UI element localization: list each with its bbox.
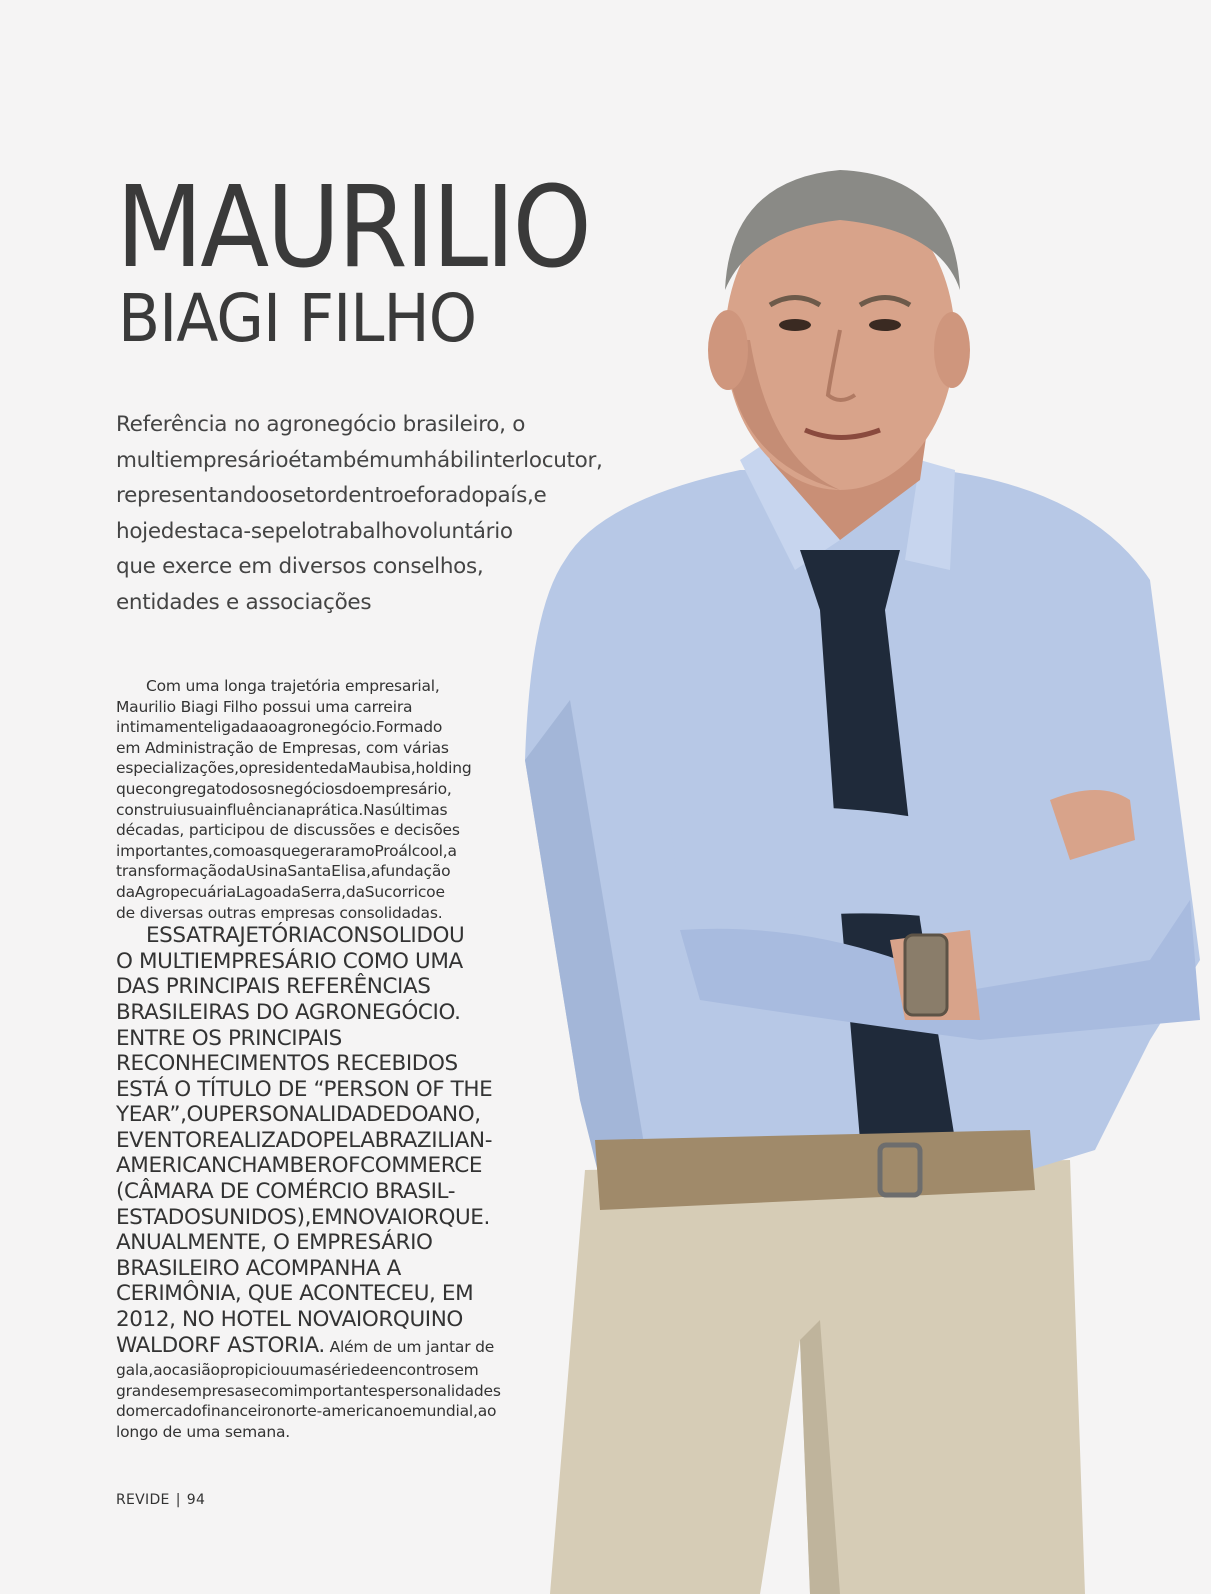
body-line: Maurilio Biagi Filho possui uma carreira <box>116 697 413 716</box>
highlight-line: RECONHECIMENTOS RECEBIDOS <box>116 1051 458 1077</box>
highlight-line: CERIMÔNIA, QUE ACONTECEU, EM <box>116 1281 474 1307</box>
page-footer <box>116 1492 205 1508</box>
body-line: longo de uma semana. <box>116 1423 290 1441</box>
body-line: gala,aocasiãopropiciouumasériedeencontrosem <box>116 1361 479 1380</box>
right-eye <box>869 319 901 331</box>
highlight-line: DAS PRINCIPAIS REFERÊNCIAS <box>116 974 431 1000</box>
body-line: décadas, participou de discussões e decisões <box>116 821 460 840</box>
article-body <box>116 676 536 1443</box>
lead-line: Referência no agronegócio brasileiro, o <box>116 412 526 437</box>
body-line: grandesempresasecomimportantespersonalidades <box>116 1381 501 1400</box>
lead-line: representandoosetordentroeforadopaís,e <box>116 483 547 508</box>
body-line: importantes,comoasquegeraramoProálcool,a <box>116 841 457 860</box>
highlight-end: WALDORF ASTORIA. <box>116 1332 325 1358</box>
lead-line: entidades e associações <box>116 589 372 615</box>
body-line: especializações,opresidentedaMaubisa,holding <box>116 759 472 778</box>
body-line: transformaçãodaUsinaSantaElisa,afundação <box>116 862 451 881</box>
body-line: intimamenteligadaaoagronegócio.Formado <box>116 718 443 737</box>
body-line: daAgropecuáriaLagoadaSerra,daSucorricoe <box>116 882 445 901</box>
body-line: Com uma longa trajetória empresarial, <box>146 677 440 695</box>
highlight-line: YEAR”,OUPERSONALIDADEDOANO, <box>116 1102 481 1128</box>
highlight-line: ESSATRAJETÓRIACONSOLIDOU <box>146 923 465 949</box>
left-eye <box>779 319 811 331</box>
body-line: em Administração de Empresas, com várias <box>116 738 449 757</box>
right-ear <box>934 312 970 388</box>
lead-line: hojedestaca-sepelotrabalhovoluntário <box>116 518 513 544</box>
title-last-name: BIAGI FILHO <box>118 280 477 357</box>
body-line: quecongregatodososnegóciosdoempresário, <box>116 779 452 798</box>
page-number: 94 <box>186 1492 206 1508</box>
left-ear <box>708 310 748 390</box>
footer-separator: | <box>175 1492 181 1508</box>
body-line: construiusuainfluêncianaprática.Nasúltimas <box>116 800 448 819</box>
magazine-name: REVIDE <box>116 1492 170 1508</box>
highlight-line: AMERICANCHAMBEROFCOMMERCE <box>116 1153 483 1179</box>
lead-line: multiempresárioétambémumhábilinterlocutor, <box>116 447 603 473</box>
highlight-line: BRASILEIRO ACOMPANHA A <box>116 1255 401 1281</box>
highlight-line: ESTÁ O TÍTULO DE “PERSON OF THE <box>116 1076 493 1102</box>
body-line: domercadofinanceironorte-americanoemundial,ao <box>116 1402 497 1421</box>
watch <box>905 935 947 1015</box>
title-first-name: MAURILIO <box>116 163 590 293</box>
highlight-line: ANUALMENTE, O EMPRESÁRIO <box>116 1230 433 1256</box>
highlight-line: 2012, NO HOTEL NOVAIORQUINO <box>116 1307 463 1333</box>
highlight-line: BRASILEIRAS DO AGRONEGÓCIO. <box>116 999 461 1025</box>
body-continuation: Além de um jantar de <box>324 1337 495 1356</box>
highlight-line: ENTRE OS PRINCIPAIS <box>116 1025 342 1051</box>
highlight-line: EVENTOREALIZADOPELABRAZILIAN- <box>116 1127 493 1153</box>
mixed-line <box>116 1333 536 1361</box>
lead-line: que exerce em diversos conselhos, <box>116 554 484 579</box>
portrait-photo <box>510 140 1211 1594</box>
body-line: de diversas outras empresas consolidadas. <box>116 903 443 922</box>
highlight-line: O MULTIEMPRESÁRIO COMO UMA <box>116 948 463 974</box>
highlight-line: ESTADOSUNIDOS),EMNOVAIORQUE. <box>116 1204 490 1230</box>
highlight-line: (CÂMARA DE COMÉRCIO BRASIL- <box>116 1179 456 1205</box>
